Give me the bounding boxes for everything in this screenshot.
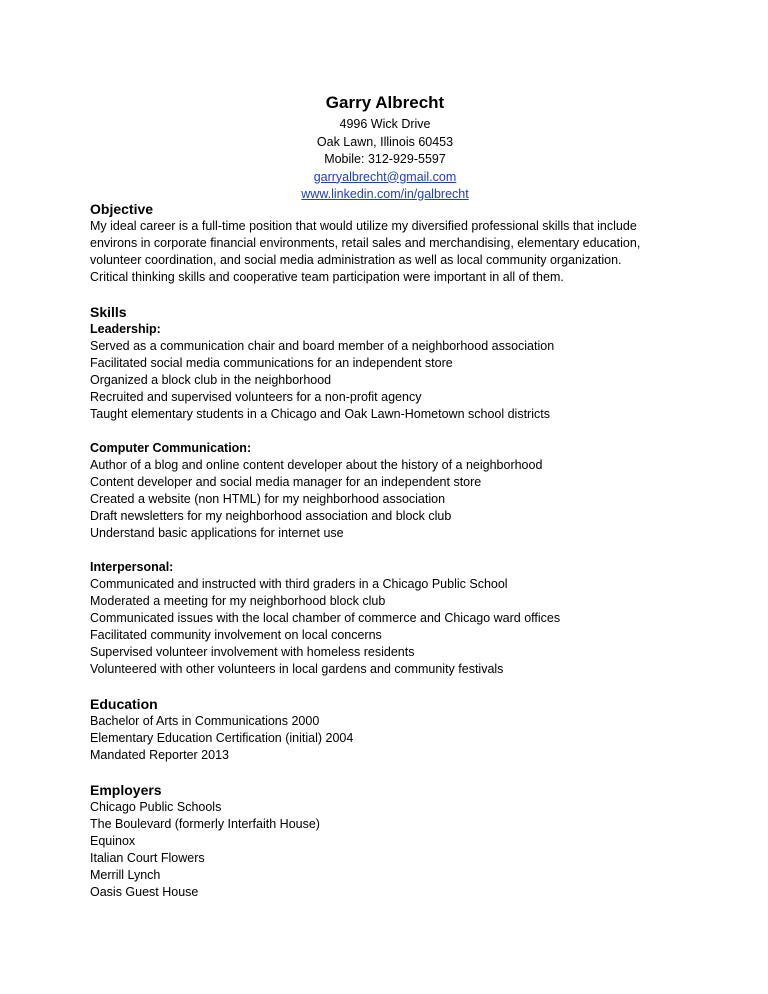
computer-communication-group — [90, 440, 710, 542]
list-item: Recruited and supervised volunteers for a non-profit agency — [90, 390, 422, 404]
list-item: Served as a communication chair and board member of a neighborhood association — [90, 339, 555, 353]
objective-line: volunteer coordination, and social media administration as well as local community organization. — [90, 253, 622, 267]
education-section — [90, 695, 710, 764]
list-item: Facilitated social media communications for an independent store — [90, 356, 453, 370]
candidate-name: Garry Albrecht — [325, 93, 445, 112]
interpersonal-group — [90, 559, 710, 678]
resume-body — [90, 200, 710, 901]
list-item: Bachelor of Arts in Communications 2000 — [90, 714, 320, 728]
city-state-zip: Oak Lawn, Illinois 60453 — [316, 134, 454, 149]
list-item: Author of a blog and online content developer about the history of a neighborhood — [90, 458, 543, 472]
education-heading: Education — [90, 696, 158, 712]
list-item: Organized a block club in the neighborhood — [90, 373, 332, 387]
list-item: Volunteered with other volunteers in local gardens and community festivals — [90, 662, 504, 676]
mobile-phone: Mobile: 312-929-5597 — [324, 152, 446, 166]
street-address: 4996 Wick Drive — [339, 117, 431, 131]
objective-section — [90, 200, 710, 286]
employers-section — [90, 781, 710, 901]
list-item: Elementary Education Certification (initial) 2004 — [90, 731, 354, 745]
objective-heading: Objective — [90, 201, 154, 217]
list-item: Understand basic applications for internet use — [90, 526, 344, 540]
interpersonal-heading: Interpersonal: — [90, 560, 174, 574]
leadership-group — [90, 321, 710, 423]
list-item: Oasis Guest House — [90, 885, 199, 899]
skills-section — [90, 303, 710, 678]
list-item: Moderated a meeting for my neighborhood block club — [90, 594, 386, 608]
list-item: Chicago Public Schools — [90, 800, 222, 814]
list-item: Communicated issues with the local chamber of commerce and Chicago ward offices — [90, 611, 561, 625]
list-item: Taught elementary students in a Chicago and Oak Lawn-Hometown school districts — [90, 407, 550, 421]
objective-line: environs in corporate financial environments, retail sales and merchandising, elementary education, — [90, 236, 641, 250]
leadership-heading: Leadership: — [90, 322, 161, 336]
linkedin-link[interactable]: www.linkedin.com/in/galbrecht — [301, 187, 469, 201]
list-item: The Boulevard (formerly Interfaith House) — [90, 817, 320, 831]
objective-line: My ideal career is a full-time position that would utilize my diversified professional skills that include — [90, 219, 637, 233]
resume-header — [190, 92, 580, 204]
list-item: Created a website (non HTML) for my neighborhood association — [90, 492, 446, 506]
computer-communication-heading: Computer Communication: — [90, 441, 252, 455]
list-item: Equinox — [90, 834, 136, 848]
list-item: Mandated Reporter 2013 — [90, 748, 229, 762]
list-item: Supervised volunteer involvement with homeless residents — [90, 645, 415, 659]
list-item: Draft newsletters for my neighborhood association and block club — [90, 509, 452, 523]
skills-heading: Skills — [90, 304, 127, 320]
employers-heading: Employers — [90, 782, 162, 798]
email-link[interactable]: garryalbrecht@gmail.com — [313, 169, 457, 184]
objective-line: Critical thinking skills and cooperative team participation were important in all of them. — [90, 270, 564, 284]
list-item: Italian Court Flowers — [90, 851, 205, 865]
list-item: Content developer and social media manager for an independent store — [90, 475, 482, 489]
list-item: Merrill Lynch — [90, 868, 161, 882]
list-item: Communicated and instructed with third graders in a Chicago Public School — [90, 577, 508, 591]
list-item: Facilitated community involvement on local concerns — [90, 628, 382, 642]
